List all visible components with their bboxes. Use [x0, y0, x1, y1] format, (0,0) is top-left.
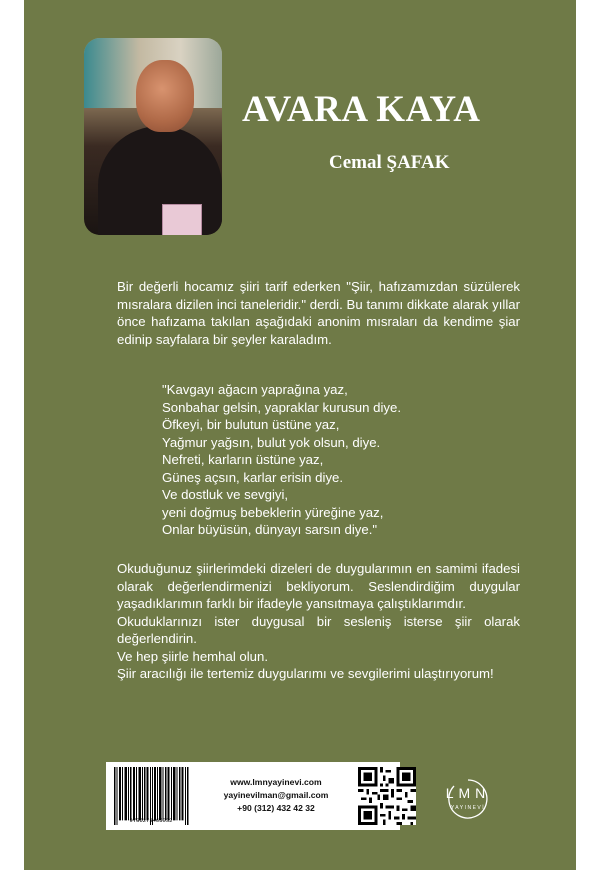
publisher-website[interactable]: www.lmnyayinevi.com [230, 777, 322, 787]
logo-subtext: YAYINEVİ [450, 805, 486, 811]
author-name: Cemal ŞAFAK [329, 152, 450, 173]
closing-paragraph: Okuduklarınızı ister duygusal bir sesleniş isterse şiir olarak değerlendirin. [117, 613, 520, 646]
author-photo [84, 38, 222, 235]
logo-text: LMN [445, 785, 491, 801]
intro-paragraph: Bir değerli hocamız şiiri tarif ederken "Şiir, hafızamızdan süzülerek mısralara dizilen inci taneleridir." derdi. Bu tanımı dikkate alarak yıllar önce hafızama takılan aşağıdaki anonim mısraları da kendime şiar edinip sayfalara bir şeyler karaladım. [117, 279, 520, 347]
poem-line: Nefreti, karların üstüne yaz, [162, 452, 324, 467]
closing-paragraph: Okuduğunuz şiirlerimdeki dizeleri de duygularımın en samimi ifadesi olarak değerlendirmenizi bekliyorum. Seslendirdiğim duygular yaşadıklarımın farklı bir ifadeyle yansıtmaya çalıştıklarımdır. [117, 561, 520, 611]
qr-code [358, 767, 416, 825]
publisher-phone: +90 (312) 432 42 32 [237, 803, 315, 813]
publisher-email[interactable]: yayinevilman@gmail.com [223, 790, 329, 800]
poem-line: Onlar büyüsün, dünyayı sarsın diye." [162, 522, 378, 537]
book-title: AVARA KAYA [242, 89, 481, 130]
poem-line: Öfkeyi, bir bulutun üstüne yaz, [162, 417, 340, 432]
closing-paragraphs [117, 560, 520, 683]
isbn-number: 9786273465032 [129, 817, 173, 824]
poem-line: "Kavgayı ağacın yaprağına yaz, [162, 382, 348, 397]
barcode-panel [106, 762, 400, 830]
poem-line: Sonbahar gelsin, yapraklar kurusun diye. [162, 399, 401, 415]
closing-paragraph: Şiir aracılığı ile tertemiz duygularımı ve sevgilerimi ulaştırıyorum! [117, 666, 494, 681]
poem-line: Güneş açsın, karlar erisin diye. [162, 469, 344, 485]
poem-line: yeni doğmuş bebeklerin yüreğine yaz, [162, 504, 384, 520]
poem-line: Ve dostluk ve sevgiyi, [162, 487, 289, 502]
poem-line: Yağmur yağsın, bulut yok olsun, diye. [162, 434, 381, 450]
publisher-logo [436, 777, 500, 825]
back-cover [24, 0, 576, 870]
publisher-contact [206, 776, 346, 815]
closing-paragraph: Ve hep şiirle hemhal olun. [117, 648, 269, 664]
poem-block [162, 381, 482, 539]
